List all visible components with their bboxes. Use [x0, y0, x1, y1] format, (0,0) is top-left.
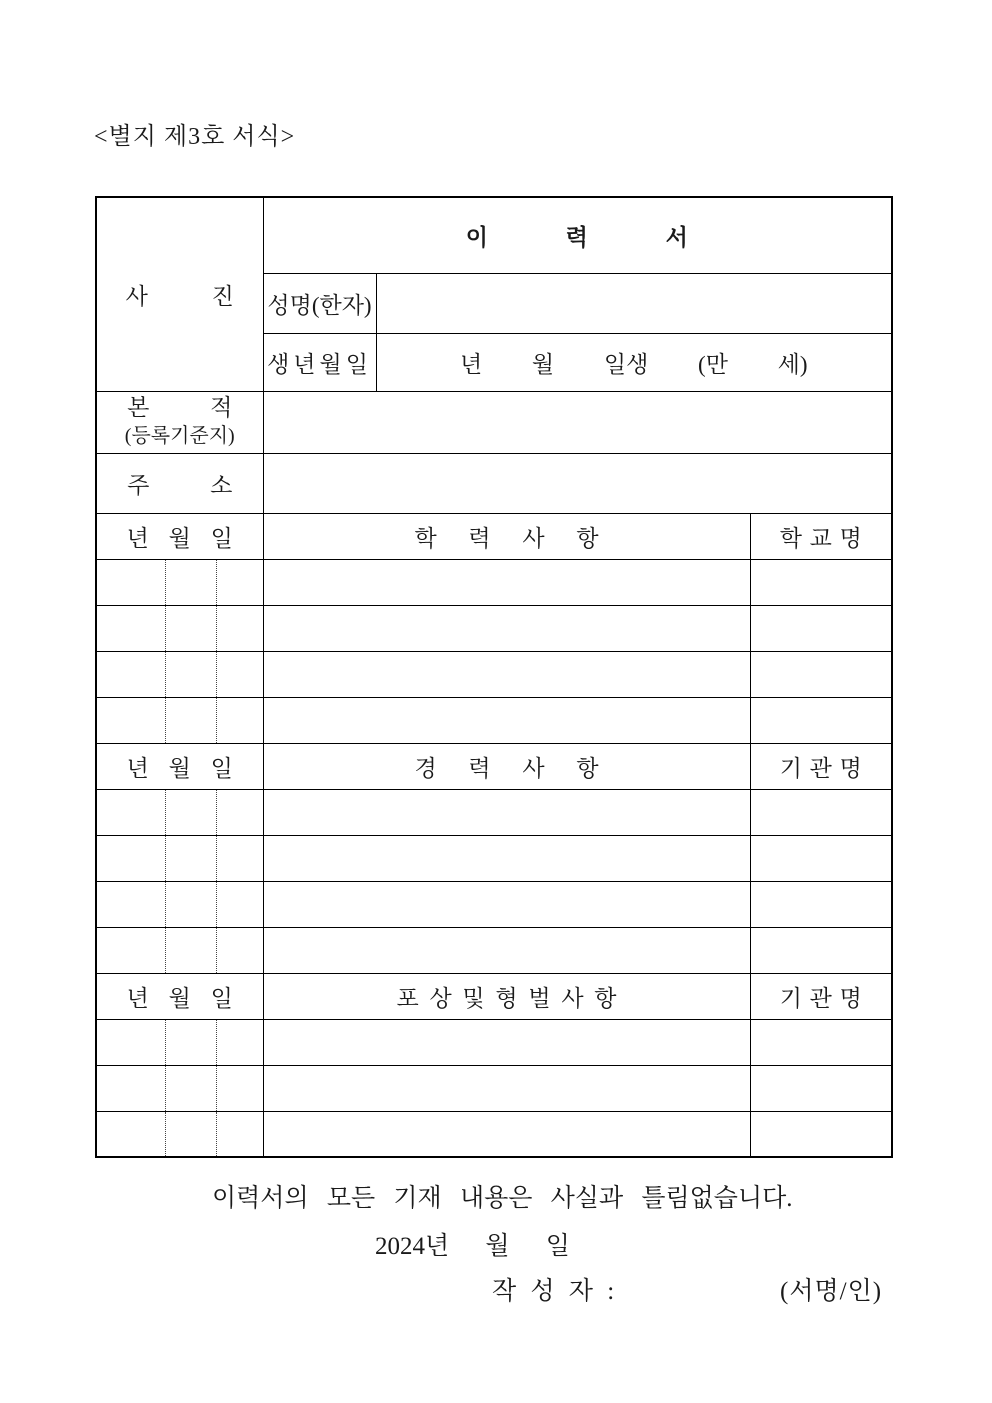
resume-table	[95, 196, 893, 1158]
entry-row	[96, 651, 892, 697]
entry-day-cell[interactable]	[216, 559, 263, 605]
entry-description-cell[interactable]	[263, 559, 750, 605]
entry-year-cell[interactable]	[96, 927, 165, 973]
entry-month-cell[interactable]	[165, 651, 216, 697]
page-title: 이 력 서	[263, 197, 892, 273]
entry-month-cell[interactable]	[165, 697, 216, 743]
entry-org-cell[interactable]	[750, 1019, 892, 1065]
entry-description-cell[interactable]	[263, 697, 750, 743]
resume-table-body	[96, 197, 892, 1157]
entry-month-cell[interactable]	[165, 1111, 216, 1157]
name-hanja-field[interactable]	[376, 273, 892, 333]
photo-box[interactable]: 사 진	[96, 197, 263, 391]
entry-year-cell[interactable]	[96, 559, 165, 605]
entry-day-cell[interactable]	[216, 651, 263, 697]
entry-year-cell[interactable]	[96, 697, 165, 743]
entry-row	[96, 789, 892, 835]
date-text: 2024년 월 일	[375, 1233, 570, 1260]
entry-description-cell[interactable]	[263, 835, 750, 881]
entry-month-cell[interactable]	[165, 1019, 216, 1065]
section-date-header: 년 월 일	[96, 743, 263, 789]
entry-day-cell[interactable]	[216, 1065, 263, 1111]
address-label: 주 소	[96, 453, 263, 513]
entry-description-cell[interactable]	[263, 927, 750, 973]
section-date-header: 년 월 일	[96, 513, 263, 559]
entry-year-cell[interactable]	[96, 789, 165, 835]
entry-org-cell[interactable]	[750, 835, 892, 881]
entry-description-cell[interactable]	[263, 1111, 750, 1157]
section-date-header: 년 월 일	[96, 973, 263, 1019]
name-hanja-label: 성명(한자)	[263, 273, 376, 333]
entry-month-cell[interactable]	[165, 1065, 216, 1111]
entry-org-cell[interactable]	[750, 605, 892, 651]
entry-month-cell[interactable]	[165, 835, 216, 881]
birthdate-field[interactable]: 년 월 일생 (만 세)	[376, 333, 892, 391]
section-header-row	[96, 743, 892, 789]
entry-month-cell[interactable]	[165, 559, 216, 605]
entry-year-cell[interactable]	[96, 1019, 165, 1065]
entry-row	[96, 835, 892, 881]
section-subject-header: 학 력 사 항	[263, 513, 750, 559]
entry-row	[96, 1111, 892, 1157]
entry-row	[96, 881, 892, 927]
entry-year-cell[interactable]	[96, 835, 165, 881]
registry-label-line2: (등록기준지)	[124, 425, 235, 447]
entry-day-cell[interactable]	[216, 927, 263, 973]
entry-day-cell[interactable]	[216, 605, 263, 651]
declaration-text: 이력서의 모든 기재 내용은 사실과 틀림없습니다.	[212, 1185, 793, 1212]
entry-row	[96, 697, 892, 743]
entry-row	[96, 1019, 892, 1065]
entry-month-cell[interactable]	[165, 789, 216, 835]
entry-year-cell[interactable]	[96, 1065, 165, 1111]
entry-month-cell[interactable]	[165, 881, 216, 927]
section-org-header: 기 관 명	[750, 743, 892, 789]
address-field[interactable]	[263, 453, 892, 513]
entry-year-cell[interactable]	[96, 1111, 165, 1157]
entry-org-cell[interactable]	[750, 1111, 892, 1157]
entry-org-cell[interactable]	[750, 559, 892, 605]
entry-day-cell[interactable]	[216, 1111, 263, 1157]
section-subject-header: 경 력 사 항	[263, 743, 750, 789]
entry-row	[96, 605, 892, 651]
entry-day-cell[interactable]	[216, 835, 263, 881]
entry-description-cell[interactable]	[263, 1065, 750, 1111]
entry-description-cell[interactable]	[263, 605, 750, 651]
entry-org-cell[interactable]	[750, 697, 892, 743]
entry-day-cell[interactable]	[216, 1019, 263, 1065]
entry-description-cell[interactable]	[263, 789, 750, 835]
entry-org-cell[interactable]	[750, 789, 892, 835]
registry-label	[96, 391, 263, 453]
section-org-header: 학 교 명	[750, 513, 892, 559]
entry-org-cell[interactable]	[750, 927, 892, 973]
form-number-label: <별지 제3호 서식>	[94, 124, 296, 150]
registry-label-line1: 본 적	[127, 395, 233, 420]
entry-org-cell[interactable]	[750, 1065, 892, 1111]
entry-month-cell[interactable]	[165, 605, 216, 651]
entry-org-cell[interactable]	[750, 651, 892, 697]
entry-row	[96, 927, 892, 973]
section-org-header: 기 관 명	[750, 973, 892, 1019]
entry-description-cell[interactable]	[263, 651, 750, 697]
entry-year-cell[interactable]	[96, 651, 165, 697]
entry-month-cell[interactable]	[165, 927, 216, 973]
entry-org-cell[interactable]	[750, 881, 892, 927]
section-header-row	[96, 973, 892, 1019]
entry-year-cell[interactable]	[96, 881, 165, 927]
entry-description-cell[interactable]	[263, 1019, 750, 1065]
birthdate-label: 생년월일	[263, 333, 376, 391]
entry-row	[96, 559, 892, 605]
entry-day-cell[interactable]	[216, 789, 263, 835]
entry-year-cell[interactable]	[96, 605, 165, 651]
registry-field[interactable]	[263, 391, 892, 453]
entry-row	[96, 1065, 892, 1111]
writer-label: 작 성 자 :	[492, 1278, 615, 1305]
entry-day-cell[interactable]	[216, 881, 263, 927]
section-header-row	[96, 513, 892, 559]
signature-label: (서명/인)	[780, 1278, 883, 1305]
entry-day-cell[interactable]	[216, 697, 263, 743]
section-subject-header: 포 상 및 형 벌 사 항	[263, 973, 750, 1019]
entry-description-cell[interactable]	[263, 881, 750, 927]
